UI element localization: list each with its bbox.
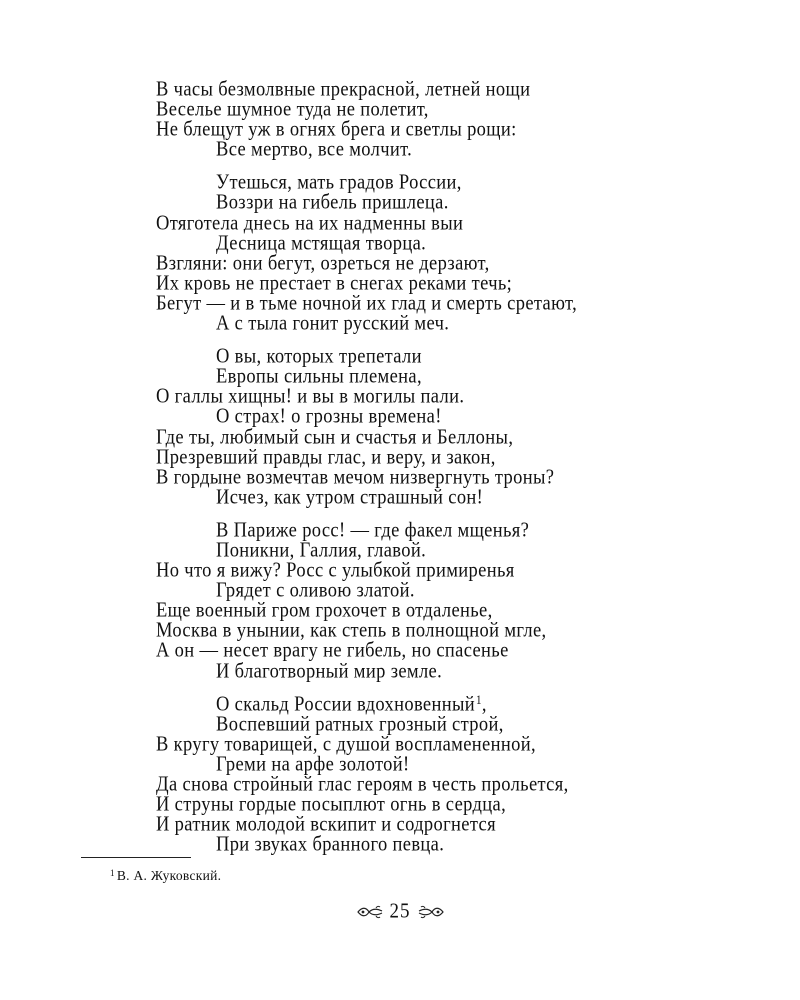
poem-line-text: Москва в унынии, как степь в полнощной мгле, [156, 620, 547, 643]
poem-line [156, 446, 756, 469]
poem-line [156, 660, 756, 683]
poem-line [156, 232, 756, 255]
poem-line-text: О скальд России вдохновенный [216, 693, 476, 716]
poem-line-text: А он — несет врагу не гибель, но спасенье [156, 640, 509, 663]
poem-line [156, 693, 756, 716]
poem-line [156, 253, 756, 276]
poem-line-text: Все мертво, все молчит. [216, 139, 413, 162]
poem-line-text: Поникни, Галлия, главой. [216, 539, 427, 563]
stanza [156, 173, 756, 334]
poem-line [156, 273, 756, 296]
poem-line [156, 139, 756, 162]
poem-line [156, 734, 756, 757]
poem-line-text: Воззри на гибель пришлеца. [216, 192, 449, 215]
poem-line-text: Грядет с оливою златой. [216, 579, 415, 603]
poem-line-text: В Париже росс! — где факел мщенья? [216, 519, 530, 543]
poem-line-text: О вы, которых трепетали [216, 345, 422, 369]
poem-line-text: Утешься, мать градов России, [216, 172, 462, 195]
footnote-separator [81, 857, 191, 858]
stanza [156, 80, 756, 160]
poem-line [156, 466, 756, 489]
fleuron-ornament-icon [356, 905, 384, 919]
poem-line-text: А с тыла гонит русский меч. [216, 312, 450, 336]
poem-line [156, 406, 756, 429]
stanza [156, 347, 756, 508]
poem-line [156, 487, 756, 510]
poem-line-text: Еще военный гром грохочет в отдаленье, [156, 600, 493, 623]
poem-line-text: Не блещут уж в огнях брега и светлы рощи: [156, 118, 517, 142]
poem-line [156, 313, 756, 336]
poem-line-text: О галлы хищны! и вы в могилы пали. [156, 386, 465, 409]
poem-line-text: Греми на арфе золотой! [216, 753, 410, 777]
footnote-reference: 1 [476, 693, 482, 707]
poem-line-text: Европы сильны племена, [216, 366, 422, 389]
poem-line-text: И струны гордые посыплют огнь в сердца, [156, 793, 507, 817]
poem-line-text: И благотворный мир земле. [216, 660, 443, 683]
poem-body [156, 80, 756, 855]
poem-line-text: Отяготела днесь на их надменны выи [156, 212, 464, 235]
footnote [110, 868, 221, 884]
poem-line-text: В часы безмолвные прекрасной, летней нощи [156, 78, 531, 102]
poem-line-text: В гордыне возмечтав мечом низвергнуть троны? [156, 466, 555, 489]
poem-line-text: Десница мстящая творца. [216, 232, 427, 255]
poem-line [156, 192, 756, 215]
poem-line-text: Да снова стройный глас героям в честь прольется, [156, 773, 569, 797]
page-footer [0, 899, 800, 923]
poem-line-text: Веселье шумное туда не полетит, [156, 98, 429, 122]
poem-line-text: Где ты, любимый сын и счастья и Беллоны, [156, 426, 514, 449]
poem-line-text: В кругу товарищей, с душой воспламененной, [156, 733, 536, 757]
poem-line-text: Воспевший ратных грозный строй, [216, 713, 504, 736]
poem-line-text: Бегут — и в тьме ночной их глад и смерть сретают, [156, 292, 578, 316]
poem-line [156, 212, 756, 235]
poem-line [156, 714, 756, 737]
poem-line-text: О страх! о грозны времена! [216, 406, 442, 429]
poem-line-text: Но что я вижу? Росс с улыбкой примиренья [156, 559, 515, 583]
poem-line [156, 834, 756, 857]
stanza [156, 521, 756, 682]
poem-line-text: При звуках бранного певца. [216, 834, 445, 857]
poem-line-text: Исчез, как утром страшный сон! [216, 486, 484, 509]
poem-line [156, 426, 756, 449]
poem-line-text: Их кровь не престает в снегах реками течь; [156, 272, 513, 296]
poem-line-punctuation: , [481, 693, 487, 716]
fleuron-ornament-icon [417, 905, 445, 919]
poem-line-text: И ратник молодой вскипит и содрогнется [156, 813, 496, 837]
page-number: 25 [389, 899, 411, 923]
poem-line-text: Презревший правды глас, и веру, и закон, [156, 446, 496, 469]
stanza [156, 695, 756, 856]
footnote-text: В. А. Жуковский. [116, 868, 222, 883]
poem-line [156, 640, 756, 663]
footnote-marker: 1 [110, 868, 115, 878]
poem-line-text: Взгляни: они бегут, озреться не дерзают, [156, 252, 490, 275]
